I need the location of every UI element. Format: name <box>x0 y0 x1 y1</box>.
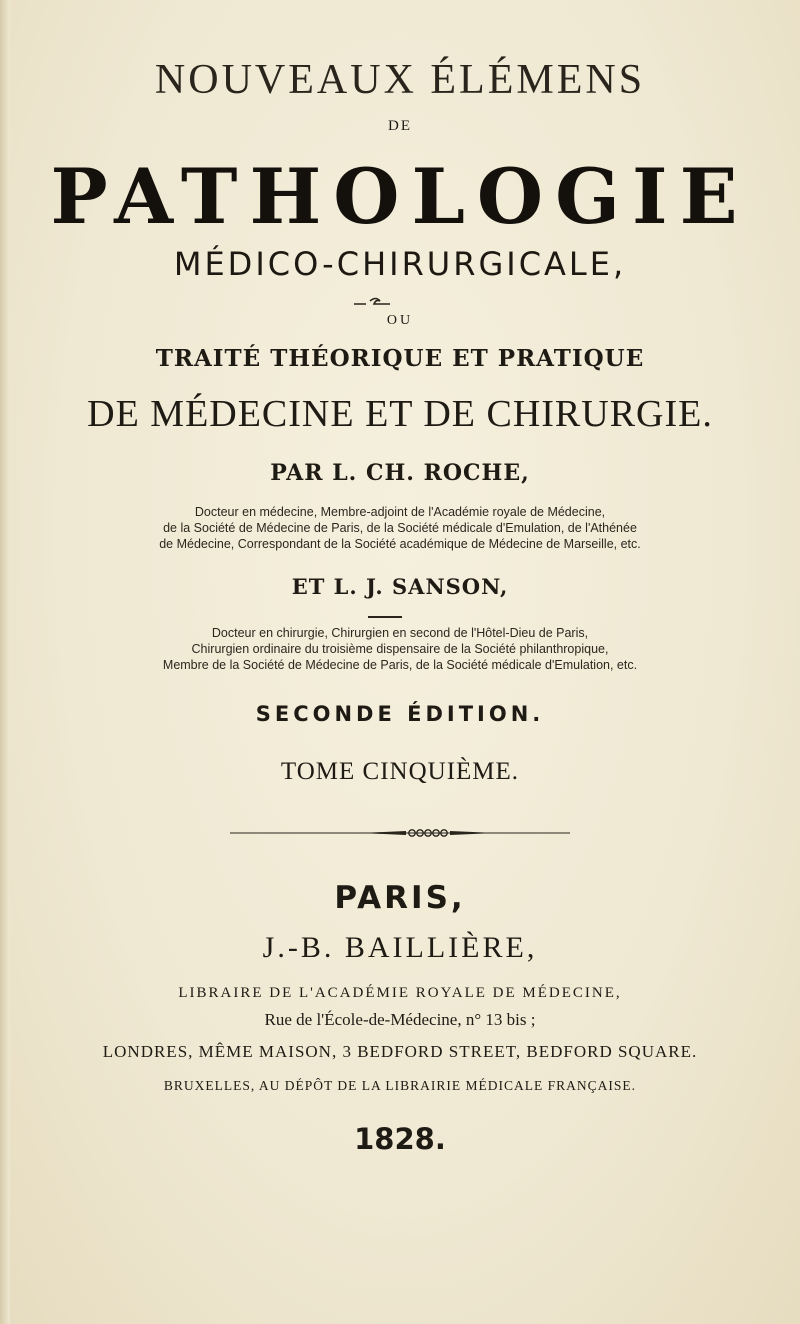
title-line-2: DE <box>388 118 412 134</box>
title-line-4: MÉDICO-CHIRURGICALE, <box>173 245 627 283</box>
title-line-1: NOUVEAUX ÉLÉMENS <box>154 57 646 103</box>
publisher: J.-B. BAILLIÈRE, <box>262 931 538 964</box>
author-1-desc-2: de la Société de Médecine de Paris, de la Société médicale d'Emulation, de l'Athénée <box>163 521 637 535</box>
author-1-desc-1: Docteur en médecine, Membre-adjoint de l'Académie royale de Médecine, <box>194 505 606 519</box>
subtitle-line-2: DE MÉDECINE ET DE CHIRURGIE. <box>87 393 713 435</box>
publisher-role: LIBRAIRE DE L'ACADÉMIE ROYALE DE MÉDECINE, <box>178 985 622 1001</box>
subtitle-line-1: TRAITÉ THÉORIQUE ET PRATIQUE <box>155 345 645 372</box>
decorative-rule-icon <box>230 827 570 839</box>
author-1-name: PAR L. CH. ROCHE, <box>270 460 530 486</box>
volume: TOME CINQUIÈME. <box>280 758 520 785</box>
author-2-name: ET L. J. SANSON, <box>291 574 509 599</box>
london-line: LONDRES, MÊME MAISON, 3 BEDFORD STREET, BEDFORD SQUARE. <box>102 1042 698 1061</box>
address: Rue de l'École-de-Médecine, n° 13 bis ; <box>264 1010 536 1029</box>
ornament-flourish-icon <box>352 295 392 307</box>
short-rule <box>368 616 402 618</box>
author-2-desc-3: Membre de la Société de Médecine de Paris, de la Société médicale d'Emulation, etc. <box>162 658 638 672</box>
author-2-desc-2: Chirurgien ordinaire du troisième dispensaire de la Société philanthropique, <box>191 642 609 656</box>
author-2-desc-1: Docteur en chirurgie, Chirurgien en second de l'Hôtel-Dieu de Paris, <box>211 626 589 640</box>
edition: SECONDE ÉDITION. <box>255 702 545 726</box>
brussels-line: BRUXELLES, AU DÉPÔT DE LA LIBRAIRIE MÉDICALE FRANÇAISE. <box>163 1078 637 1093</box>
title-main: PATHOLOGIE <box>50 152 750 241</box>
year: 1828. <box>354 1122 446 1156</box>
author-1-desc-3: de Médecine, Correspondant de la Société académique de Médecine de Marseille, etc. <box>159 537 641 551</box>
city: PARIS, <box>334 880 466 916</box>
title-line-5: OU <box>386 313 414 328</box>
